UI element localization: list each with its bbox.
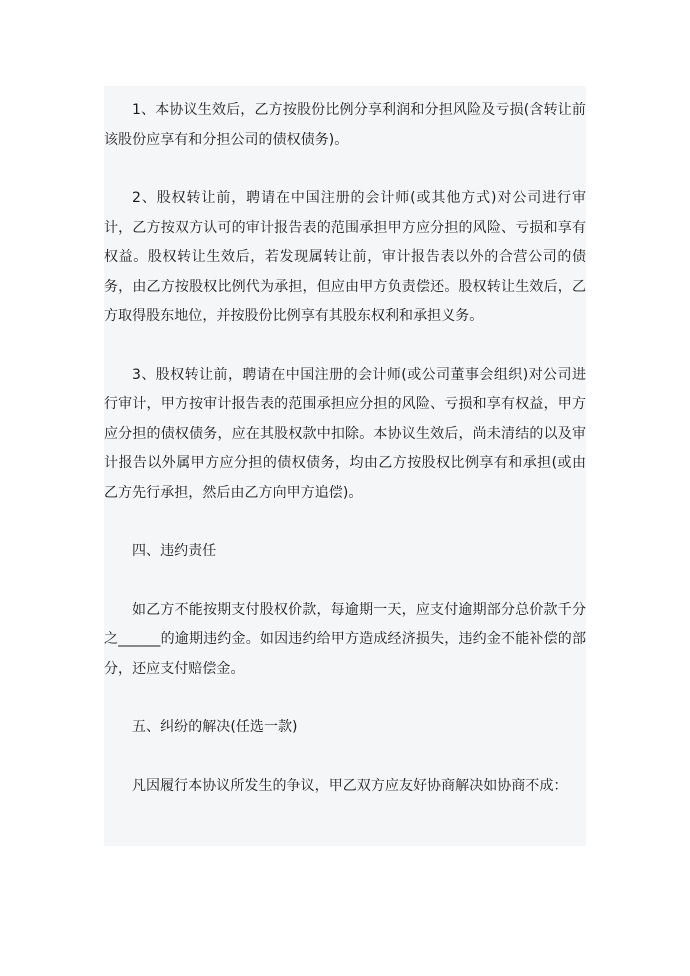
section-heading-breach: 四、违约责任 — [132, 543, 217, 559]
clause-2-paragraph: 2、股权转让前，聘请在中国注册的会计师(或其他方式)对公司进行审计，乙方按双方认可的审计报告表的范围承担甲方应分担的风险、亏损和享有权益。股权转让生效后，若发现属转让前，审计报告表以外的合营公司的债务，由乙方按股权比例代为承担，但应由甲方负责偿还。股权转让生效后，乙方取得股东地位，并按股份比例享有其股东权利和承担义务。 — [104, 190, 586, 324]
section-heading-dispute: 五、纠纷的解决(任选一款) — [132, 719, 298, 735]
document-body — [104, 96, 586, 801]
breach-paragraph: 如乙方不能按期支付股权价款，每逾期一天，应支付逾期部分总价款千分之______的逾期违约金。如因违约给甲方造成经济损失，违约金不能补偿的部分，还应支付赔偿金。 — [104, 601, 586, 677]
dispute-paragraph: 凡因履行本协议所发生的争议，甲乙双方应友好协商解决如协商不成： — [132, 777, 568, 794]
clause-3-paragraph: 3、股权转让前，聘请在中国注册的会计师(或公司董事会组织)对公司进行审计，甲方按审计报告表的范围承担应分担的风险、亏损和享有权益，甲方应分担的债权债务，应在其股权款中扣除。本协议生效后，尚未清结的以及审计报告以外属甲方应分担的债权债务，均由乙方按股权比例享有和承担(或由乙方先行承担，然后由乙方向甲方追偿)。 — [104, 366, 586, 501]
clause-1-paragraph: 1、本协议生效后，乙方按股份比例分享利润和分担风险及亏损(含转让前该股份应享有和分担公司的债权债务)。 — [104, 102, 586, 148]
